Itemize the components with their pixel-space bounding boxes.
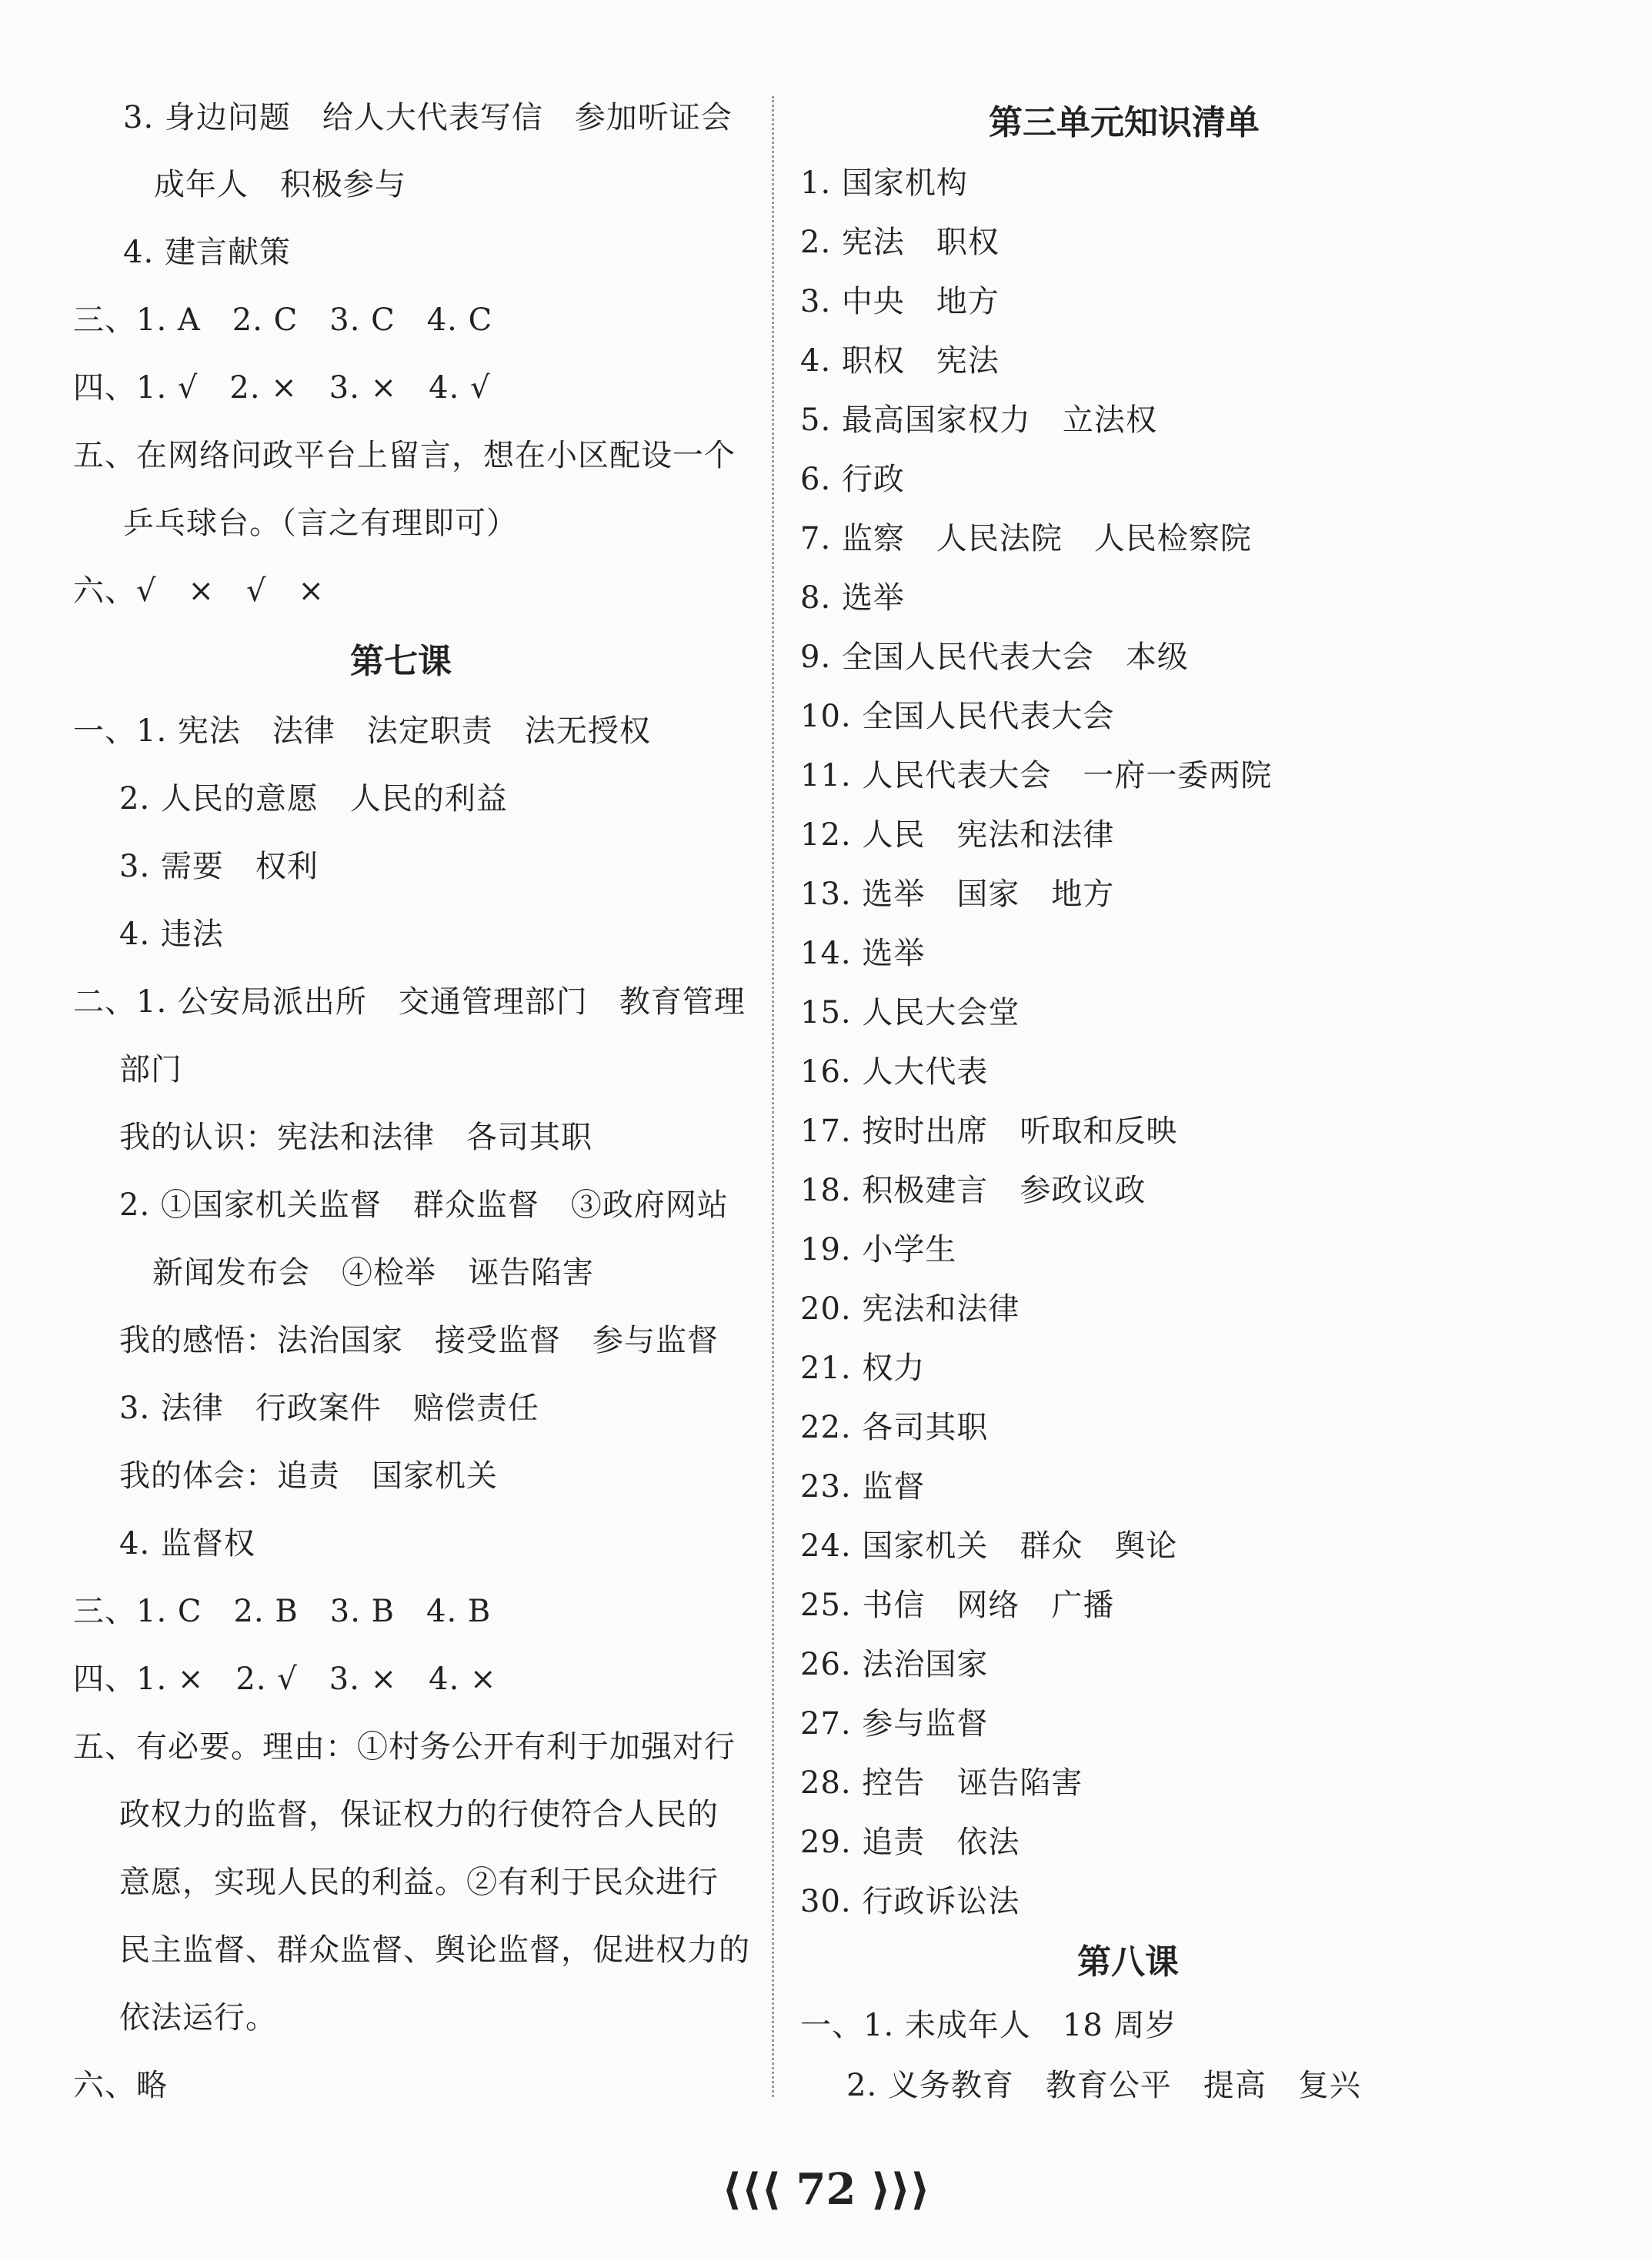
answer-line: 4. 职权 宪法 (800, 343, 1000, 379)
answer-line: 一、1. 未成年人 18 周岁 (800, 2008, 1177, 2043)
answer-line: 21. 权力 (800, 1351, 926, 1386)
answer-line: 成年人 积极参与 (154, 167, 406, 202)
answer-line: 六、略 (73, 2068, 168, 2103)
answer-line: 2. 宪法 职权 (800, 225, 1000, 260)
answer-line: 26. 法治国家 (800, 1647, 989, 1682)
answer-line: 六、√ × √ × (73, 573, 325, 609)
answer-line: 14. 选举 (800, 936, 926, 971)
answer-line: 4. 监督权 (119, 1526, 255, 1561)
answer-line: 7. 监察 人民法院 人民检察院 (800, 521, 1252, 556)
answer-line: 10. 全国人民代表大会 (800, 699, 1115, 734)
answer-line: 19. 小学生 (800, 1232, 957, 1267)
section-heading: 第三单元知识清单 (989, 103, 1260, 142)
answer-line: 意愿，实现人民的利益。②有利于民众进行 (119, 1865, 719, 1900)
answer-line: 3. 需要 权利 (119, 849, 319, 884)
answer-line: 18. 积极建言 参政议政 (800, 1173, 1146, 1208)
answer-line: 2. 义务教育 教育公平 提高 复兴 (846, 2068, 1361, 2103)
answer-line: 3. 法律 行政案件 赔偿责任 (119, 1391, 539, 1426)
answer-line: 我的感悟：法治国家 接受监督 参与监督 (119, 1323, 719, 1358)
answer-line: 15. 人民大会堂 (800, 995, 1020, 1030)
answer-line: 一、1. 宪法 法律 法定职责 法无授权 (73, 713, 651, 749)
section-heading: 第八课 (1077, 1942, 1179, 1982)
column-divider (772, 96, 774, 2097)
answer-line: 11. 人民代表大会 一府一委两院 (800, 758, 1273, 793)
answer-line: 20. 宪法和法律 (800, 1291, 1020, 1327)
answer-line: 12. 人民 宪法和法律 (800, 817, 1115, 853)
answer-line: 25. 书信 网络 广播 (800, 1588, 1115, 1623)
answer-line: 我的体会：追责 国家机关 (119, 1458, 498, 1494)
answer-line: 我的认识：宪法和法律 各司其职 (119, 1120, 592, 1155)
answer-line: 依法运行。 (119, 2000, 277, 2036)
answer-line: 三、1. C 2. B 3. B 4. B (73, 1594, 492, 1629)
answer-line: 2. 人民的意愿 人民的利益 (119, 781, 508, 817)
answer-line: 五、在网络问政平台上留言，想在小区配设一个 (73, 438, 736, 473)
answer-line: 4. 建言献策 (123, 235, 291, 270)
answer-line: 23. 监督 (800, 1469, 926, 1505)
answer-line: 乒乓球台。（言之有理即可） (123, 506, 518, 541)
answer-line: 29. 追责 依法 (800, 1825, 1020, 1860)
answer-line: 政权力的监督，保证权力的行使符合人民的 (119, 1797, 719, 1832)
answer-line: 22. 各司其职 (800, 1410, 989, 1445)
answer-line: 8. 选举 (800, 580, 905, 616)
answer-line: 五、有必要。理由：①村务公开有利于加强对行 (73, 1729, 736, 1765)
answer-line: 30. 行政诉讼法 (800, 1884, 1020, 1919)
answer-line: 民主监督、群众监督、舆论监督，促进权力的 (119, 1932, 750, 1968)
answer-line: 9. 全国人民代表大会 本级 (800, 640, 1189, 675)
answer-line: 27. 参与监督 (800, 1706, 989, 1742)
answer-line: 二、1. 公安局派出所 交通管理部门 教育管理 (73, 984, 746, 1020)
answer-line: 24. 国家机关 群众 舆论 (800, 1528, 1178, 1564)
answer-line: 2. ①国家机关监督 群众监督 ③政府网站 (119, 1187, 729, 1223)
answer-line: 三、1. A 2. C 3. C 4. C (73, 302, 493, 338)
answer-line: 28. 控告 诬告陷害 (800, 1765, 1083, 1801)
page-number: ⟨⟨⟨ 72 ⟩⟩⟩ (722, 2164, 930, 2215)
answer-line: 16. 人大代表 (800, 1054, 989, 1090)
answer-line: 6. 行政 (800, 462, 905, 497)
answer-line: 四、1. × 2. √ 3. × 4. × (73, 1662, 497, 1697)
answer-line: 四、1. √ 2. × 3. × 4. √ (73, 370, 491, 406)
answer-line: 新闻发布会 ④检举 诬告陷害 (152, 1255, 594, 1291)
answer-line: 4. 违法 (119, 917, 224, 952)
section-heading: 第七课 (350, 642, 452, 681)
answer-line: 5. 最高国家权力 立法权 (800, 402, 1157, 438)
answer-line: 3. 身边问题 给人大代表写信 参加听证会 (123, 100, 733, 135)
answer-line: 13. 选举 国家 地方 (800, 877, 1115, 912)
answer-line: 17. 按时出席 听取和反映 (800, 1114, 1178, 1149)
answer-line: 1. 国家机构 (800, 165, 968, 201)
answer-line: 部门 (119, 1052, 182, 1087)
answer-line: 3. 中央 地方 (800, 284, 1000, 319)
